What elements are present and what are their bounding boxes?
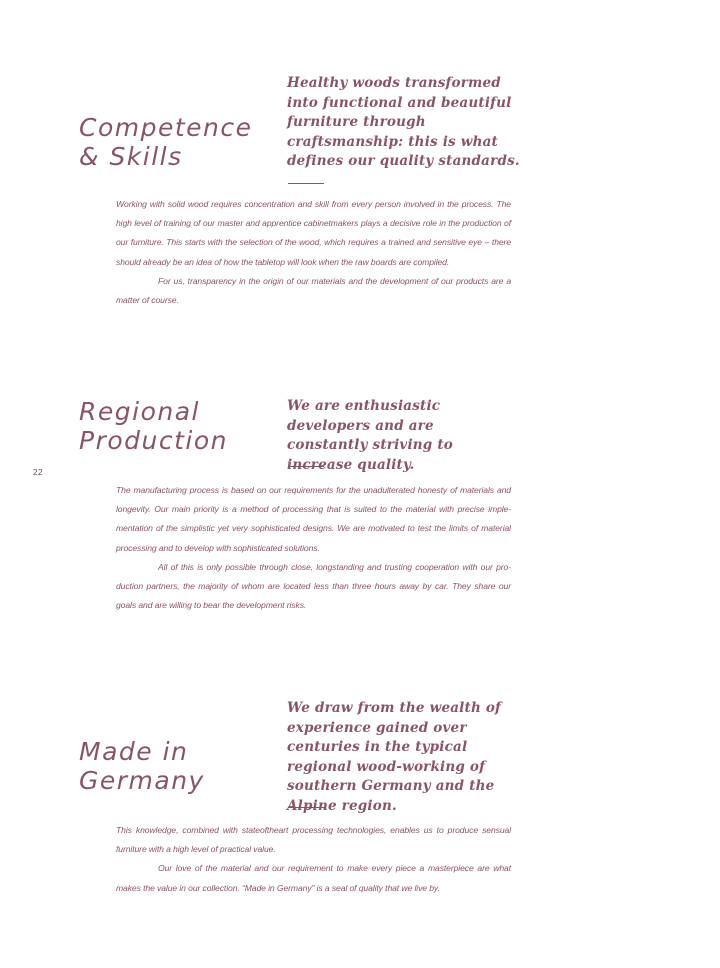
body-paragraph: This knowledge, combined with stateoftheart processing technologies, enables us to produce sensual furniture with a high level of practical value.	[116, 825, 511, 855]
section-heading: Regional Production	[79, 397, 228, 455]
section-body	[116, 821, 511, 898]
divider-rule	[288, 466, 324, 467]
body-paragraph: The manufacturing process is based on our requirements for the unadulterated honesty of materials and longevity. Our main priority is a method of processing that is suited to the material with precise imple-mentation of the simplistic yet very sophisticated designs. We are motivated to test the limits of material processing and to develop with sophisticated solutions.	[116, 485, 511, 553]
section-intro: We are enthusiastic developers and are constantly striving to increase quality.	[287, 398, 453, 473]
body-paragraph: Our love of the material and our requirement to make every piece a masterpiece are what makes the value in our collection. “Made in Germany” is a seal of quality that we live by.	[116, 863, 511, 893]
section-heading: Made in Germany	[79, 737, 205, 795]
body-paragraph: Working with solid wood requires concentration and skill from every person involved in the process. The high level of training of our master and apprentice cabinetmakers plays a decisive role in the production of our furniture. This starts with the selection of the wood, which requires a trained and sensitive eye – there should already be an idea of how the tabletop will look when the raw boards are compiled.	[116, 199, 511, 267]
body-paragraph: All of this is only possible through close, longstanding and trusting cooperation with our pro-duction partners, the majority of whom are located less than three hours away by car. They share our goals and are willing to bear the development risks.	[116, 561, 511, 611]
section-heading: Competence & Skills	[79, 113, 253, 171]
section-body	[116, 195, 511, 310]
section-intro: Healthy woods transformed into functional and beautiful furniture through craftsmanship: this is what defines our quality standards.	[287, 75, 520, 169]
divider-rule	[288, 807, 324, 808]
page-number: 22	[33, 468, 43, 477]
section-intro: We draw from the wealth of experience gained over centuries in the typical regional wood-working of southern Germany and the Alpine region.	[287, 700, 502, 814]
divider-rule	[288, 183, 324, 184]
body-paragraph: For us, transparency in the origin of our materials and the development of our products are a matter of course.	[116, 275, 511, 306]
section-body	[116, 481, 511, 615]
